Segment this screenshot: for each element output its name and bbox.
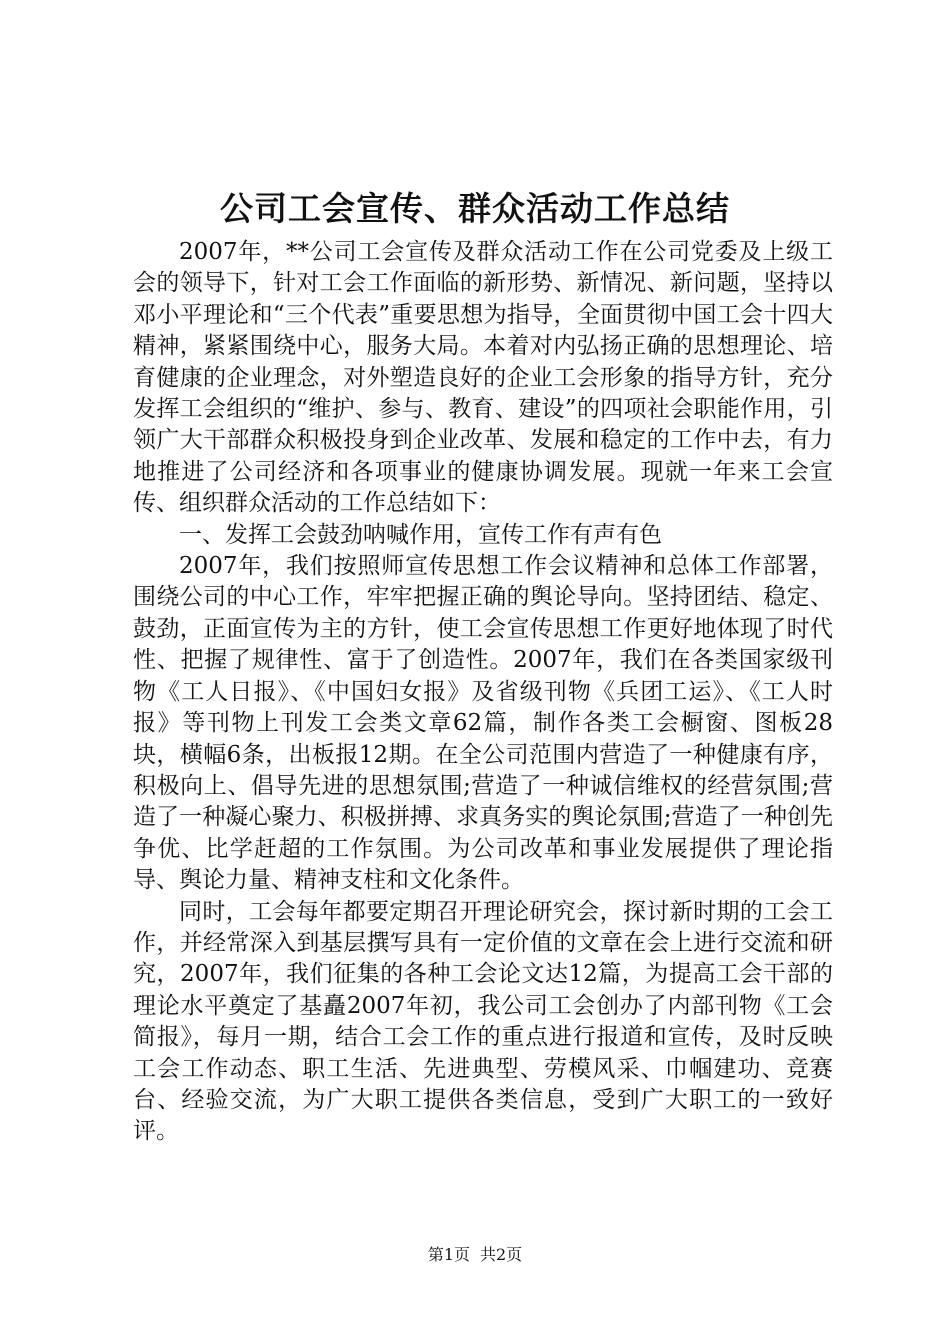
page-footer	[0, 1244, 950, 1266]
document-body	[133, 237, 833, 1148]
document-title: 公司工会宣传、群众活动工作总结	[220, 189, 730, 228]
page-number-total: 共2页	[480, 1245, 523, 1264]
intro-paragraph: 2007年，**公司工会宣传及群众活动工作在公司党委及上级工会的领导下，针对工会工作面临的新形势、新情况、新问题，坚持以邓小平理论和“三个代表”重要思想为指导，全面贯彻中国工会十四大精神，紧紧围绕中心，服务大局。本着对内弘扬正确的思想理论、培育健康的企业理念，对外塑造良好的企业工会形象的指导方针，充分发挥工会组织的“维护、参与、教育、建设”的四项社会职能作用，引领广大干部群众积极投身到企业改革、发展和稳定的工作中去，有力地推进了公司经济和各项事业的健康协调发展。现就一年来工会宣传、组织群众活动的工作总结如下：	[133, 239, 833, 517]
section-1-paragraph-1: 2007年，我们按照师宣传思想工作会议精神和总体工作部署，围绕公司的中心工作，牢牢把握正确的舆论导向。坚持团结、稳定、鼓劲，正面宣传为主的方针，使工会宣传思想工作更好地体现了时代性、把握了规律性、富于了创造性。2007年，我们在各类国家级刊物《工人日报》、《中国妇女报》及省级刊物《兵团工运》、《工人时报》等刊物上刊发工会类文章62篇，制作各类工会橱窗、图板28块，横幅6条，出板报12期。在全公司范围内营造了一种健康有序，积极向上、倡导先进的思想氛围;营造了一种诚信维权的经营氛围;营造了一种凝心聚力、积极拼搏、求真务实的舆论氛围;营造了一种创先争优、比学赶超的工作氛围。为公司改革和事业发展提供了理论指导、舆论力量、精神支柱和文化条件。	[133, 553, 833, 894]
page-number-current: 第1页	[427, 1245, 470, 1264]
section-1-paragraph-2: 同时，工会每年都要定期召开理论研究会，探讨新时期的工会工作，并经常深入到基层撰写具有一定价值的文章在会上进行交流和研究，2007年，我们征集的各种工会论文达12篇，为提高工会干部的理论水平奠定了基矗2007年初，我公司工会创办了内部刊物《工会简报》，每月一期，结合工会工作的重点进行报道和宣传，及时反映工会工作动态、职工生活、先进典型、劳模风采、巾帼建功、竞赛台、经验交流，为广大职工提供各类信息，受到广大职工的一致好评。	[133, 898, 833, 1145]
section-heading-1: 一、发挥工会鼓劲呐喊作用，宣传工作有声有色	[179, 521, 662, 548]
